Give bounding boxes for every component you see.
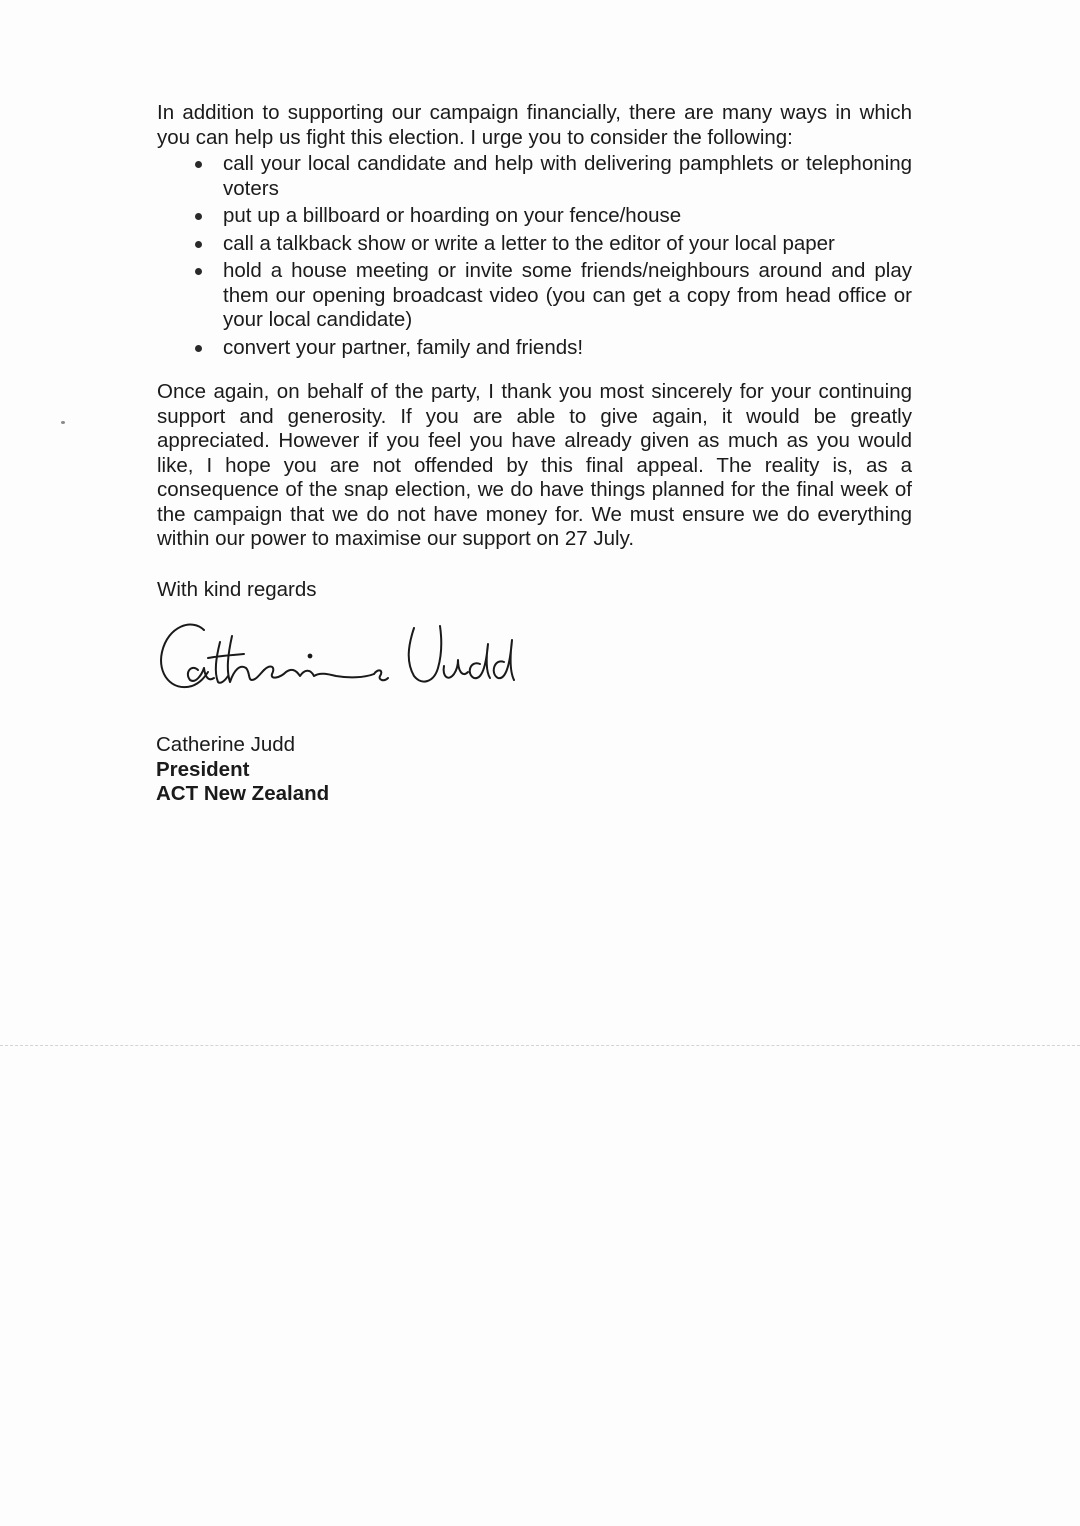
intro-paragraph: In addition to supporting our campaign financially, there are many ways in which you can help us fight this election. I urge you to consider the following: bbox=[157, 101, 912, 149]
list-item-text: convert your partner, family and friends! bbox=[223, 335, 584, 359]
list-item-text: hold a house meeting or invite some friends/neighbours around and play them our opening broadcast video (you can get a copy from head office or your local candidate) bbox=[223, 259, 912, 331]
list-item bbox=[157, 232, 912, 257]
list-item-text: call a talkback show or write a letter to the editor of your local paper bbox=[223, 231, 835, 255]
list-item-text: put up a billboard or hoarding on your fence/house bbox=[223, 204, 682, 227]
scan-speck bbox=[61, 421, 65, 424]
signer-organization: ACT New Zealand bbox=[156, 782, 330, 805]
list-item bbox=[157, 259, 912, 333]
signer-name: Catherine Judd bbox=[156, 733, 296, 756]
list-item bbox=[157, 204, 912, 229]
bullet-icon bbox=[195, 268, 202, 275]
signature-block bbox=[156, 733, 329, 807]
bullet-icon bbox=[195, 213, 202, 220]
closing-line: With kind regards bbox=[157, 577, 317, 601]
bullet-icon bbox=[195, 345, 202, 352]
signer-title: President bbox=[156, 757, 250, 781]
handwritten-signature bbox=[152, 612, 522, 702]
list-item-text: call your local candidate and help with delivering pamphlets or telephoning voters bbox=[223, 152, 912, 200]
suggestion-list bbox=[157, 152, 912, 360]
list-item bbox=[157, 152, 912, 201]
bullet-icon bbox=[195, 161, 202, 168]
bullet-icon bbox=[195, 241, 202, 248]
letter-body bbox=[157, 101, 912, 602]
page-fold-line bbox=[0, 1045, 1080, 1046]
list-item bbox=[157, 336, 912, 361]
appeal-paragraph: Once again, on behalf of the party, I thank you most sincerely for your continuing support and generosity. If you are able to give again, it would be greatly appreciated. However if you feel you have already given as much as you would like, I hope you are not offended by this final appeal. The reality is, as a consequence of the snap election, we do have things planned for the final week of the campaign that we do not have money for. We must ensure we do everything within our power to maximise our support on 27 July. bbox=[157, 380, 912, 550]
